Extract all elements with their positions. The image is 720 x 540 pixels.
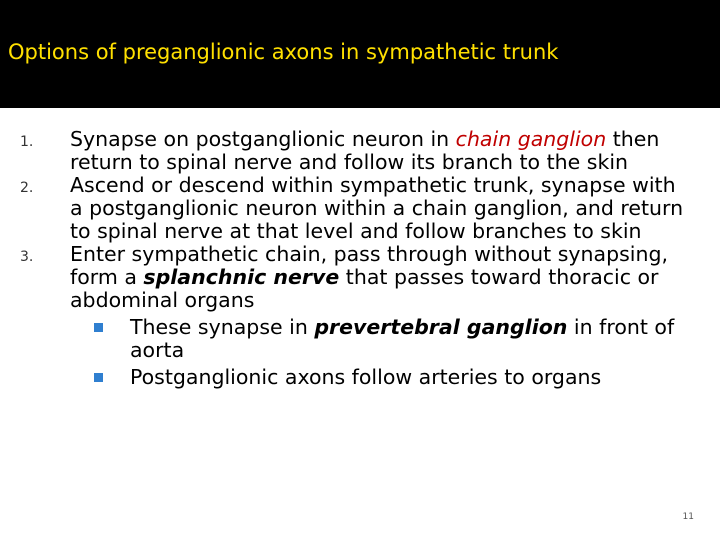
sub-item-text: in front of aorta <box>130 315 675 362</box>
item-text: Synapse on postganglionic neuron in <box>70 127 456 151</box>
item-text: Ascend or descend within sympathetic trunk, synapse with a postganglionic neuron within a chain ganglion, and return to spinal nerve at that level and follow branches to skin <box>70 173 684 243</box>
item-text: then return to spinal nerve and follow its branch to the skin <box>70 127 660 174</box>
square-bullet-icon <box>94 323 103 332</box>
list-item-1 <box>20 127 690 174</box>
sub-item-2 <box>130 366 710 389</box>
sub-item-emphasis: prevertebral ganglion <box>314 315 568 339</box>
page-number: 11 <box>682 512 694 522</box>
list-item-2 <box>20 173 690 243</box>
slide-content <box>0 128 720 508</box>
sub-item-1 <box>130 316 710 362</box>
title-bar <box>0 0 720 108</box>
item-text: Enter sympathetic chain, pass through without synapsing, form a <box>70 242 668 289</box>
item-text: that passes toward thoracic or abdominal organs <box>70 265 659 312</box>
item-emphasis: chain ganglion <box>455 127 607 151</box>
sub-item-text: These synapse in <box>130 315 315 339</box>
sub-item-text: Postganglionic axons follow arteries to organs <box>130 365 602 389</box>
list-number: 3. <box>20 249 34 265</box>
list-number: 1. <box>20 134 34 150</box>
list-number: 2. <box>20 180 34 196</box>
item-emphasis: splanchnic nerve <box>143 265 340 289</box>
slide-title: Options of preganglionic axons in sympathetic trunk <box>8 40 559 64</box>
square-bullet-icon <box>94 373 103 382</box>
list-item-3 <box>20 242 690 312</box>
